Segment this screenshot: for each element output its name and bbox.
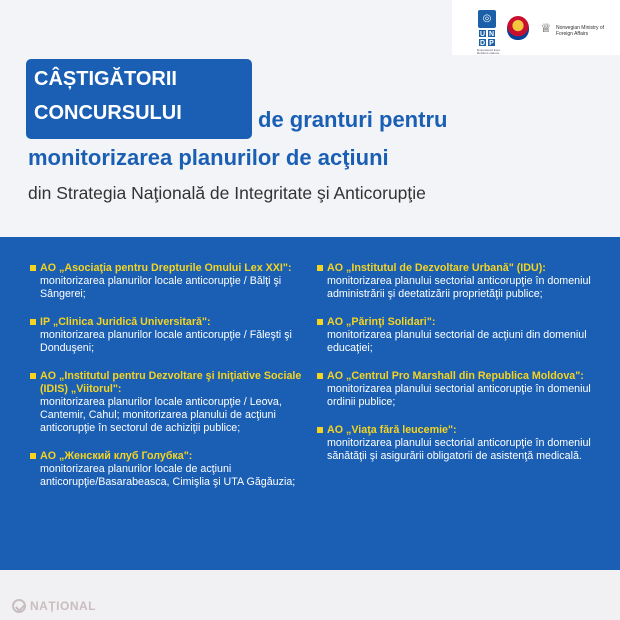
title-line-2: CONCURSULUI bbox=[34, 102, 182, 124]
winner-description: monitorizarea planurilor locale de acţiuni anticorupţie/Basarabeasca, Cimişlia şi UTA Găgăuzia; bbox=[40, 463, 296, 488]
norway-lion-icon: ♕ bbox=[540, 21, 552, 35]
undp-letter: N bbox=[488, 31, 495, 38]
winner-description: monitorizarea planului sectorial de acţiuni din domeniul educaţiei; bbox=[327, 329, 587, 354]
winner-organization: AO „Institutul pentru Dezvoltare şi Iniţiative Sociale (IDIS) „Viitorul": bbox=[40, 370, 302, 395]
winner-organization: AO „Viaţa fără leucemie": bbox=[327, 424, 457, 436]
winner-entry bbox=[317, 316, 602, 355]
national-logo-icon bbox=[12, 599, 26, 613]
national-watermark: NAȚIONAL bbox=[30, 599, 96, 613]
winner-description: monitorizarea planului sectorial anticorupţie în domeniul sănătăţii şi asigurării obligatorii de asistenţă medicală. bbox=[327, 437, 591, 462]
norway-ministry-label: Norwegian Ministry of Foreign Affairs bbox=[556, 25, 605, 37]
bullet-icon bbox=[317, 319, 323, 325]
winner-description: monitorizarea planurilor locale anticorupţie / Leova, Cantemir, Cahul; monitorizarea planului de acţiuni anticorupţie în sectorul de achiziţii publice; bbox=[40, 396, 282, 434]
winner-entry bbox=[30, 262, 315, 301]
undp-logo bbox=[478, 10, 496, 48]
title-line-1: CÂȘTIGĂTORII bbox=[34, 68, 177, 90]
un-emblem-icon: ◎ bbox=[478, 10, 496, 28]
bullet-icon bbox=[30, 373, 36, 379]
winner-organization: AO „Institutul de Dezvoltare Urbană" (IDU): bbox=[327, 262, 546, 274]
winners-column-left bbox=[30, 262, 315, 504]
winner-description: monitorizarea planului sectorial anticorupţie în domeniul administrării şi deetatizării proprietăţii publice; bbox=[327, 275, 591, 300]
winner-entry bbox=[317, 370, 602, 409]
winner-description: monitorizarea planurilor locale anticorupţie / Făleşti şi Donduşeni; bbox=[40, 329, 292, 354]
bullet-icon bbox=[30, 453, 36, 459]
winner-organization: AO „Asociaţia pentru Drepturile Omului Lex XXI": bbox=[40, 262, 292, 274]
winner-entry bbox=[317, 424, 602, 463]
bullet-icon bbox=[317, 373, 323, 379]
winner-organization: AO „Centrul Pro Marshall din Republica Moldova": bbox=[327, 370, 584, 382]
moldova-crest-icon bbox=[507, 16, 529, 40]
bullet-icon bbox=[30, 265, 36, 271]
title-line-2-rest: de granturi pentru bbox=[258, 107, 448, 132]
subtitle: din Strategia Naţională de Integritate şi Anticorupţie bbox=[28, 183, 426, 203]
winner-entry bbox=[30, 370, 315, 435]
undp-tagline: Empowered lives. Resilient nations. bbox=[477, 48, 501, 55]
winner-entry bbox=[30, 316, 315, 355]
winner-description: monitorizarea planurilor locale anticorupţie / Bălţi şi Sângerei; bbox=[40, 275, 282, 300]
bullet-icon bbox=[30, 319, 36, 325]
bullet-icon bbox=[317, 427, 323, 433]
winner-organization: AO „Părinţi Solidari": bbox=[327, 316, 436, 328]
winner-organization: AO „Женский клуб Голубка": bbox=[40, 450, 193, 462]
undp-letter: D bbox=[479, 40, 486, 47]
undp-letter: P bbox=[487, 38, 496, 47]
winner-description: monitorizarea planului sectorial anticorupţie în domeniul ordinii publice; bbox=[327, 383, 591, 408]
winners-column-right bbox=[317, 262, 602, 478]
undp-letter: U bbox=[479, 31, 486, 38]
bullet-icon bbox=[317, 265, 323, 271]
winner-entry bbox=[30, 450, 315, 489]
title-line-3: monitorizarea planurilor de acţiuni bbox=[28, 145, 389, 170]
title-highlight-box bbox=[26, 59, 252, 139]
winner-organization: IP „Clinica Juridică Universitară": bbox=[40, 316, 211, 328]
winner-entry bbox=[317, 262, 602, 301]
